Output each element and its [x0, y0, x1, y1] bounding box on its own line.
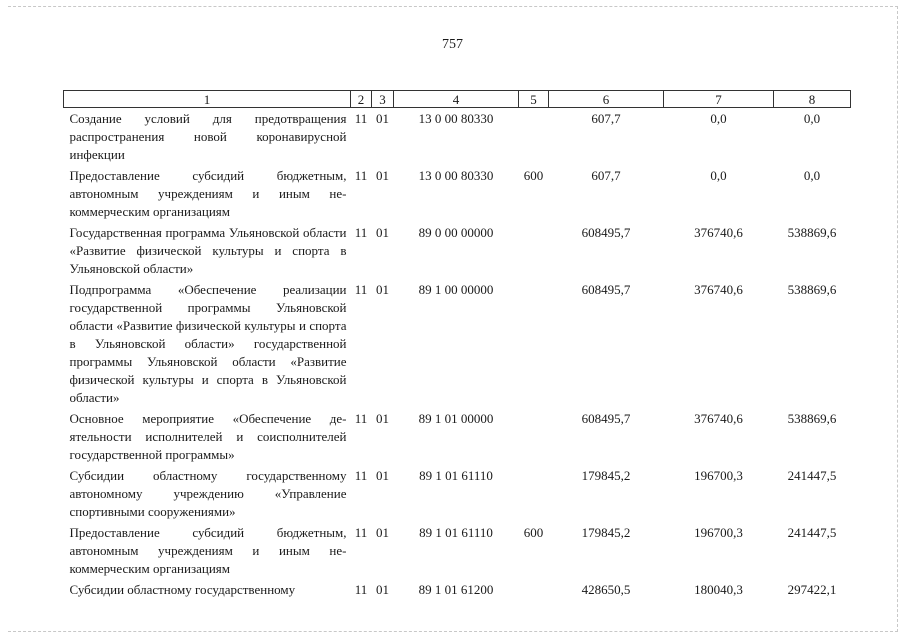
- row-subsection: 01: [376, 282, 389, 297]
- row-amount-col8: 0,0: [803, 168, 821, 183]
- row-expense-type: [519, 579, 549, 600]
- row-expense-type: [519, 279, 549, 408]
- row-target-code: 89 1 01 61200: [418, 582, 494, 597]
- row-target-code: 13 0 00 80330: [418, 168, 494, 183]
- row-name: Субсидии областному государственному: [69, 582, 296, 597]
- table-row: [64, 408, 851, 465]
- row-amount-col8: 0,0: [803, 111, 821, 126]
- table-row: [64, 222, 851, 279]
- row-amount-col8: 297422,1: [787, 582, 837, 597]
- row-amount-col7: 376740,6: [694, 282, 743, 297]
- table-row: [64, 279, 851, 408]
- row-target-code: 89 1 01 00000: [418, 411, 494, 426]
- row-subsection: 01: [376, 468, 389, 483]
- row-amount-col7: 196700,3: [694, 525, 743, 540]
- row-amount-col6: 608495,7: [581, 411, 631, 426]
- header-cell: 5: [519, 91, 549, 108]
- row-name: Предоставление субсидий бюджетным, автономным учреждениям и иным некоммерческим организациям: [69, 525, 347, 576]
- row-section: 11: [354, 411, 368, 426]
- row-section: 11: [354, 168, 368, 183]
- row-amount-col8: 241447,5: [787, 525, 837, 540]
- row-name: Основное мероприятие «Обеспечение деятельности исполнителей и соисполнителей государственной программы»: [69, 411, 347, 462]
- row-name: Государственная программа Ульяновской области «Развитие физической культуры и спорта в Ульяновской области»: [69, 225, 347, 276]
- row-expense-type: 600: [523, 525, 544, 540]
- header-cell: 4: [394, 91, 519, 108]
- row-expense-type: [519, 465, 549, 522]
- table-row: [64, 522, 851, 579]
- row-amount-col6: 607,7: [591, 168, 621, 183]
- table-row: [64, 465, 851, 522]
- row-target-code: 89 1 01 61110: [419, 468, 493, 483]
- row-section: 11: [354, 582, 368, 597]
- header-cell: 1: [64, 91, 351, 108]
- row-subsection: 01: [376, 411, 389, 426]
- row-section: 11: [354, 111, 368, 126]
- row-amount-col7: 376740,6: [694, 225, 743, 240]
- row-expense-type: [519, 222, 549, 279]
- row-amount-col6: 428650,5: [581, 582, 631, 597]
- header-cell: 6: [549, 91, 664, 108]
- table-row: [64, 165, 851, 222]
- header-cell: 3: [372, 91, 394, 108]
- row-section: 11: [354, 225, 368, 240]
- header-cell: 8: [774, 91, 851, 108]
- row-amount-col6: 179845,2: [581, 525, 631, 540]
- row-name: Создание условий для предотвращения распространения новой коронавирусной инфекции: [69, 111, 347, 162]
- table-row: [64, 579, 851, 600]
- row-amount-col6: 179845,2: [581, 468, 631, 483]
- row-amount-col8: 538869,6: [787, 225, 837, 240]
- row-amount-col8: 241447,5: [787, 468, 837, 483]
- row-expense-type: [519, 108, 549, 166]
- header-cell: 2: [351, 91, 372, 108]
- row-amount-col7: 0,0: [710, 168, 727, 183]
- row-section: 11: [354, 282, 368, 297]
- row-name: Предоставление субсидий бюджетным, автономным учреждениям и иным некоммерческим организациям: [69, 168, 347, 219]
- row-subsection: 01: [376, 225, 389, 240]
- row-amount-col7: 180040,3: [694, 582, 743, 597]
- row-name: Субсидии областному государственному автономному учреждению «Управление спортивными сооружениями»: [69, 468, 347, 519]
- budget-table: [63, 90, 851, 600]
- row-expense-type: 600: [523, 168, 544, 183]
- row-amount-col6: 608495,7: [581, 225, 631, 240]
- scan-edge-right: [897, 6, 898, 632]
- row-section: 11: [354, 468, 368, 483]
- row-subsection: 01: [376, 168, 389, 183]
- row-section: 11: [354, 525, 368, 540]
- row-subsection: 01: [376, 111, 389, 126]
- row-amount-col8: 538869,6: [787, 282, 837, 297]
- scan-edge-bottom: [8, 631, 898, 632]
- row-amount-col6: 608495,7: [581, 282, 631, 297]
- row-amount-col7: 376740,6: [694, 411, 743, 426]
- row-target-code: 89 0 00 00000: [418, 225, 494, 240]
- row-target-code: 13 0 00 80330: [418, 111, 494, 126]
- row-target-code: 89 1 01 61110: [419, 525, 493, 540]
- row-expense-type: [519, 408, 549, 465]
- row-amount-col7: 196700,3: [694, 468, 743, 483]
- row-amount-col6: 607,7: [591, 111, 621, 126]
- scan-edge-top: [8, 6, 898, 7]
- table-row: [64, 108, 851, 166]
- row-name: Подпрограмма «Обеспечение реализации государственной программы Ульяновской области «Развитие физической культуры и спорта в Ульяновской области» государственной программы Ульяновской области «Развитие физической культуры и спорта в Ульяновской области»: [69, 282, 347, 405]
- table-header-row: [64, 91, 851, 108]
- row-subsection: 01: [376, 582, 389, 597]
- row-amount-col7: 0,0: [710, 111, 727, 126]
- page-number: 757: [442, 37, 463, 52]
- header-cell: 7: [664, 91, 774, 108]
- row-target-code: 89 1 00 00000: [418, 282, 494, 297]
- row-subsection: 01: [376, 525, 389, 540]
- row-amount-col8: 538869,6: [787, 411, 837, 426]
